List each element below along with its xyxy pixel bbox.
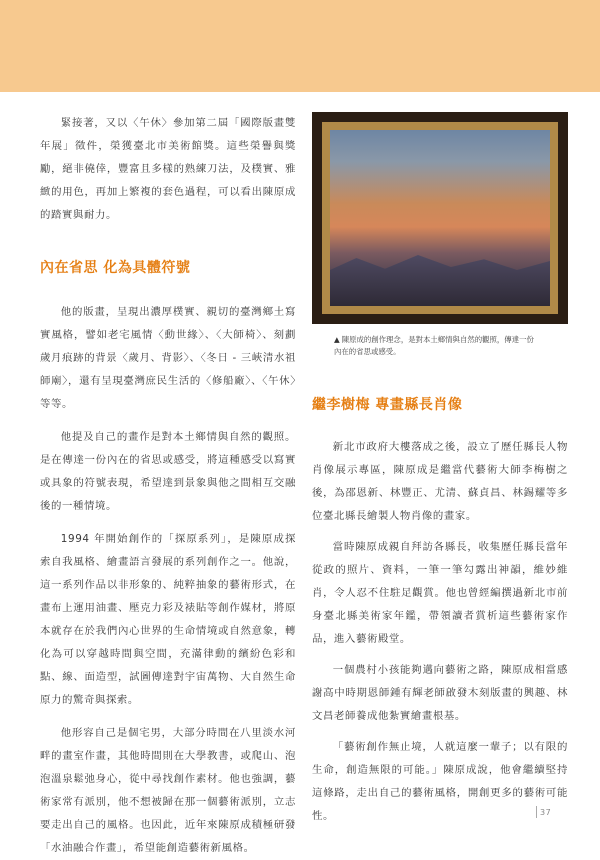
body-paragraph: 1994 年開始創作的「探原系列」，是陳原成探索自我風格、繪畫語言發展的系列創作之一。他說，這一系列作品以非形象的、純粹抽象的藝術形式，在畫布上運用油畫、壓克力彩及裱貼等創作媒材，將原本就存在於我們內心世界的生命情境或自然意象，轉化為可以穿越時間與空間，充滿律動的繽紛色彩和點、線、面造型，試圖傳達對宇宙萬物、大自然生命原力的驚奇與探索。 [40, 533, 296, 706]
painting-image [312, 112, 568, 324]
left-column [40, 112, 296, 860]
body-paragraph: 「藝術創作無止境，人就這麼一輩子；以有限的生命，創造無限的可能。」陳原成說，他會繼續堅持這條路，走出自己的藝術風格，開創更多的藝術可能性。 [312, 741, 568, 822]
body-paragraph: 他的版畫，呈現出濃厚樸實、親切的臺灣鄉土寫實風格，譬如老宅風情〈動世緣〉、〈大師椅〉、刻劃歲月痕跡的背景〈歲月、背影〉、〈冬日 - 三峽清水祖師廟〉，還有呈現臺灣庶民生活的〈修船廠〉、〈午休〉等等。 [40, 306, 296, 410]
body-paragraph: 一個農村小孩能夠邁向藝術之路，陳原成相當感謝高中時期恩師鍾有輝老師啟發木刻版畫的興趣、林文昌老師養成他紮實繪畫根基。 [312, 664, 568, 722]
section-heading: 繼李樹梅 專畫縣長肖像 [312, 397, 463, 413]
painting-mountains [330, 246, 550, 306]
caption-text: 陳原成的創作理念，是對本土鄉情與自然的觀照，傳達一份內在的省思或感受。 [334, 335, 534, 356]
body-paragraph: 他形容自己是個宅男，大部分時間在八里淡水河畔的畫室作畫，其他時間則在大學教書，或爬山、泡泡溫泉鬆弛身心，從中尋找創作素材。他也強調，藝術家常有派別，他不想被歸在那一個藝術派別，立志要走出自己的風格。也因此，近年來陳原成積極研發「水油融合作畫」，希望能創造藝術新風格。 [40, 727, 296, 854]
caption-marker-icon: ▲ [334, 335, 340, 344]
right-column [312, 112, 568, 828]
body-paragraph: 當時陳原成親自拜訪各縣長，收集歷任縣長當年從政的照片、資料，一筆一筆勾露出神韻，維妙維肖，令人忍不住駐足觀賞。他也曾經編撰過新北市前身臺北縣美術家年鑑，帶領讀者賞析這些藝術家作品，進入藝術殿堂。 [312, 541, 568, 645]
painting-frame [322, 122, 558, 314]
body-paragraph: 他提及自己的畫作是對本土鄉情與自然的觀照。是在傳達一份內在的省思或感受，將這種感受以寫實或具象的符號表現，希望達到景象與他之間相互交融後的一種情境。 [40, 431, 296, 512]
body-paragraph: 新北市政府大樓落成之後，設立了歷任縣長人物肖像展示專區，陳原成是繼當代藝術大師李梅樹之後，為邵恩新、林豐正、尤清、蘇貞昌、林錫耀等多位臺北縣長繪製人物肖像的畫家。 [312, 441, 568, 522]
page-number-divider [536, 806, 537, 818]
figure-caption [334, 334, 534, 358]
page-number: 37 [540, 808, 552, 817]
top-color-band [0, 0, 600, 92]
body-paragraph: 緊接著，又以〈午休〉參加第二屆「國際版畫雙年展」徵件，榮獲臺北市美術館獎。這些榮譽與獎勵，絕非僥倖，豐富且多樣的熟練刀法，及樸實、雅緻的用色，再加上繁複的套色過程，可以看出陳原成的踏實與耐力。 [40, 117, 296, 221]
section-heading: 內在省思 化為具體符號 [40, 260, 191, 276]
